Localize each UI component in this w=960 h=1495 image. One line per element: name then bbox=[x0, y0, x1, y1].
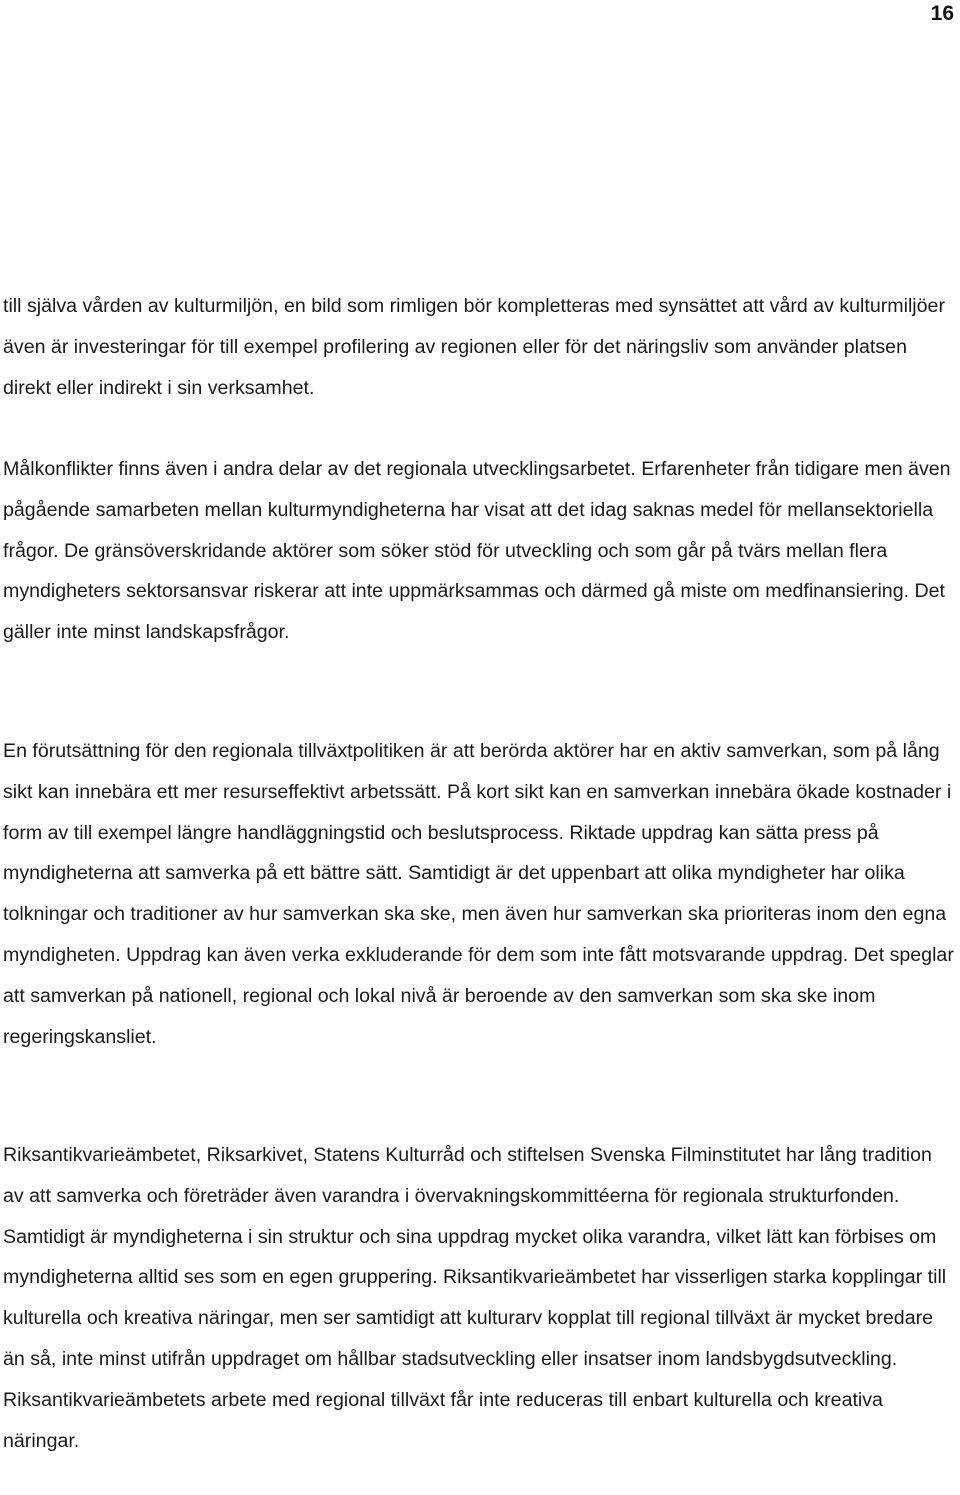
paragraph-2: Målkonflikter finns även i andra delar av det regionala utvecklingsarbetet. Erfarenheter från tidigare men även pågående samarbeten mellan kulturmyndigheterna har visat att det idag saknas medel för mellansektoriella frågor. De gränsöverskridande aktörer som söker stöd för utveckling och som går på tvärs mellan flera myndigheters sektorsansvar riskerar att inte uppmärksammas och därmed gå miste om medfinansiering. Det gäller inte minst landskapsfrågor. bbox=[3, 458, 951, 644]
paragraph-4: Riksantikvarieämbetet, Riksarkivet, Statens Kulturråd och stiftelsen Svenska Filminstitutet har lång tradition av att samverka och företräder även varandra i övervakningskommittéerna för regionala strukturfonden. Samtidigt är myndigheterna i sin struktur och sina uppdrag mycket olika varandra, vilket lätt kan förbises om myndigheterna alltid ses som en egen gruppering. Riksantikvarieämbetet har visserligen starka kopplingar till kulturella och kreativa näringar, men ser samtidigt att kulturarv kopplat till regional tillväxt är mycket bredare än så, inte minst utifrån uppdraget om hållbar stadsutveckling eller insatser inom landsbygdsutveckling. Riksantikvarieämbetets arbete med regional tillväxt får inte reduceras till enbart kulturella och kreativa näringar. bbox=[3, 1144, 947, 1452]
paragraph-3: En förutsättning för den regionala tillväxtpolitiken är att berörda aktörer har en aktiv samverkan, som på lång sikt kan innebära ett mer resurseffektivt arbetssätt. På kort sikt kan en samverkan innebära ökade kostnader i form av till exempel längre handläggningstid och beslutsprocess. Riktade uppdrag kan sätta press på myndigheterna att samverka på ett bättre sätt. Samtidigt är det uppenbart att olika myndigheter har olika tolkningar och traditioner av hur samverkan ska ske, men även hur samverkan ska prioriteras inom den egna myndigheten. Uppdrag kan även verka exkluderande för dem som inte fått motsvarande uppdrag. Det speglar att samverkan på nationell, regional och lokal nivå är beroende av den samverkan som ska ske inom regeringskansliet. bbox=[3, 740, 954, 1048]
page-number: 16 bbox=[930, 2, 954, 25]
paragraph-1: till själva vården av kulturmiljön, en bild som rimligen bör kompletteras med synsättet att vård av kulturmiljöer även är investeringar för till exempel profilering av regionen eller för det näringsliv som använder platsen direkt eller indirekt i sin verksamhet. bbox=[3, 295, 945, 399]
